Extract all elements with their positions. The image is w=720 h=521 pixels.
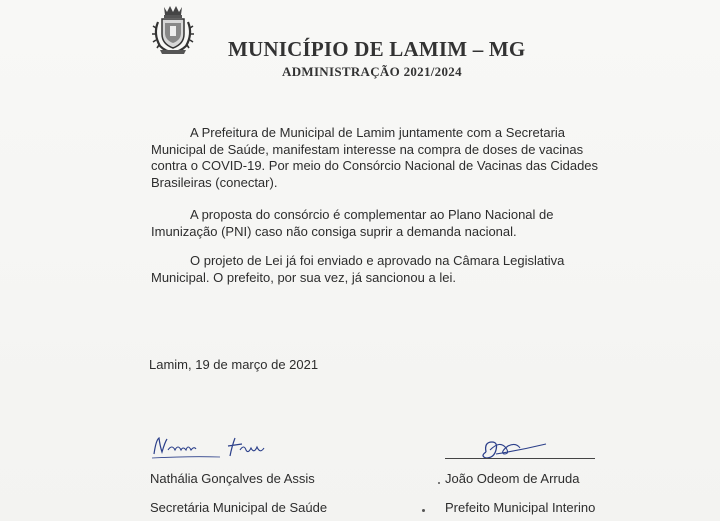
paragraph-text: O projeto de Lei já foi enviado e aprovado na Câmara Legislativa Municipal. O prefeito, por sua vez, já sancionou a lei. — [151, 253, 565, 285]
ink-dot — [438, 482, 440, 484]
page-subtitle: ADMINISTRAÇÃO 2021/2024 — [282, 64, 462, 79]
ink-dot — [422, 509, 425, 512]
signature-line — [445, 458, 595, 459]
paragraph-text: A Prefeitura de Municipal de Lamim juntamente com a Secretaria Municipal de Saúde, manifestam interesse na compra de doses de vacinas contra o COVID-19. Por meio do Consórcio Nacional de Vacinas das Cidades Brasileiras (conectar). — [151, 125, 599, 190]
coat-of-arms-icon — [150, 4, 196, 56]
page-title: MUNICÍPIO DE LAMIM – MG — [228, 37, 526, 61]
paragraph-text: A proposta do consórcio é complementar ao Plano Nacional de Imunização (PNI) caso não consiga suprir a demanda nacional. — [151, 207, 554, 239]
signature-right-icon — [476, 434, 566, 464]
signature-left-icon — [150, 432, 290, 462]
signatory-name-left: Nathália Gonçalves de Assis — [150, 471, 315, 486]
signatory-role-left: Secretária Municipal de Saúde — [150, 500, 328, 515]
signatory-role-right: Prefeito Municipal Interino — [445, 500, 596, 515]
body-paragraph-2 — [151, 207, 621, 240]
signatory-name-right: João Odeom de Arruda — [445, 471, 580, 486]
document-date: Lamim, 19 de março de 2021 — [149, 357, 319, 372]
body-paragraph-1 — [151, 125, 621, 191]
body-paragraph-3 — [151, 253, 621, 286]
